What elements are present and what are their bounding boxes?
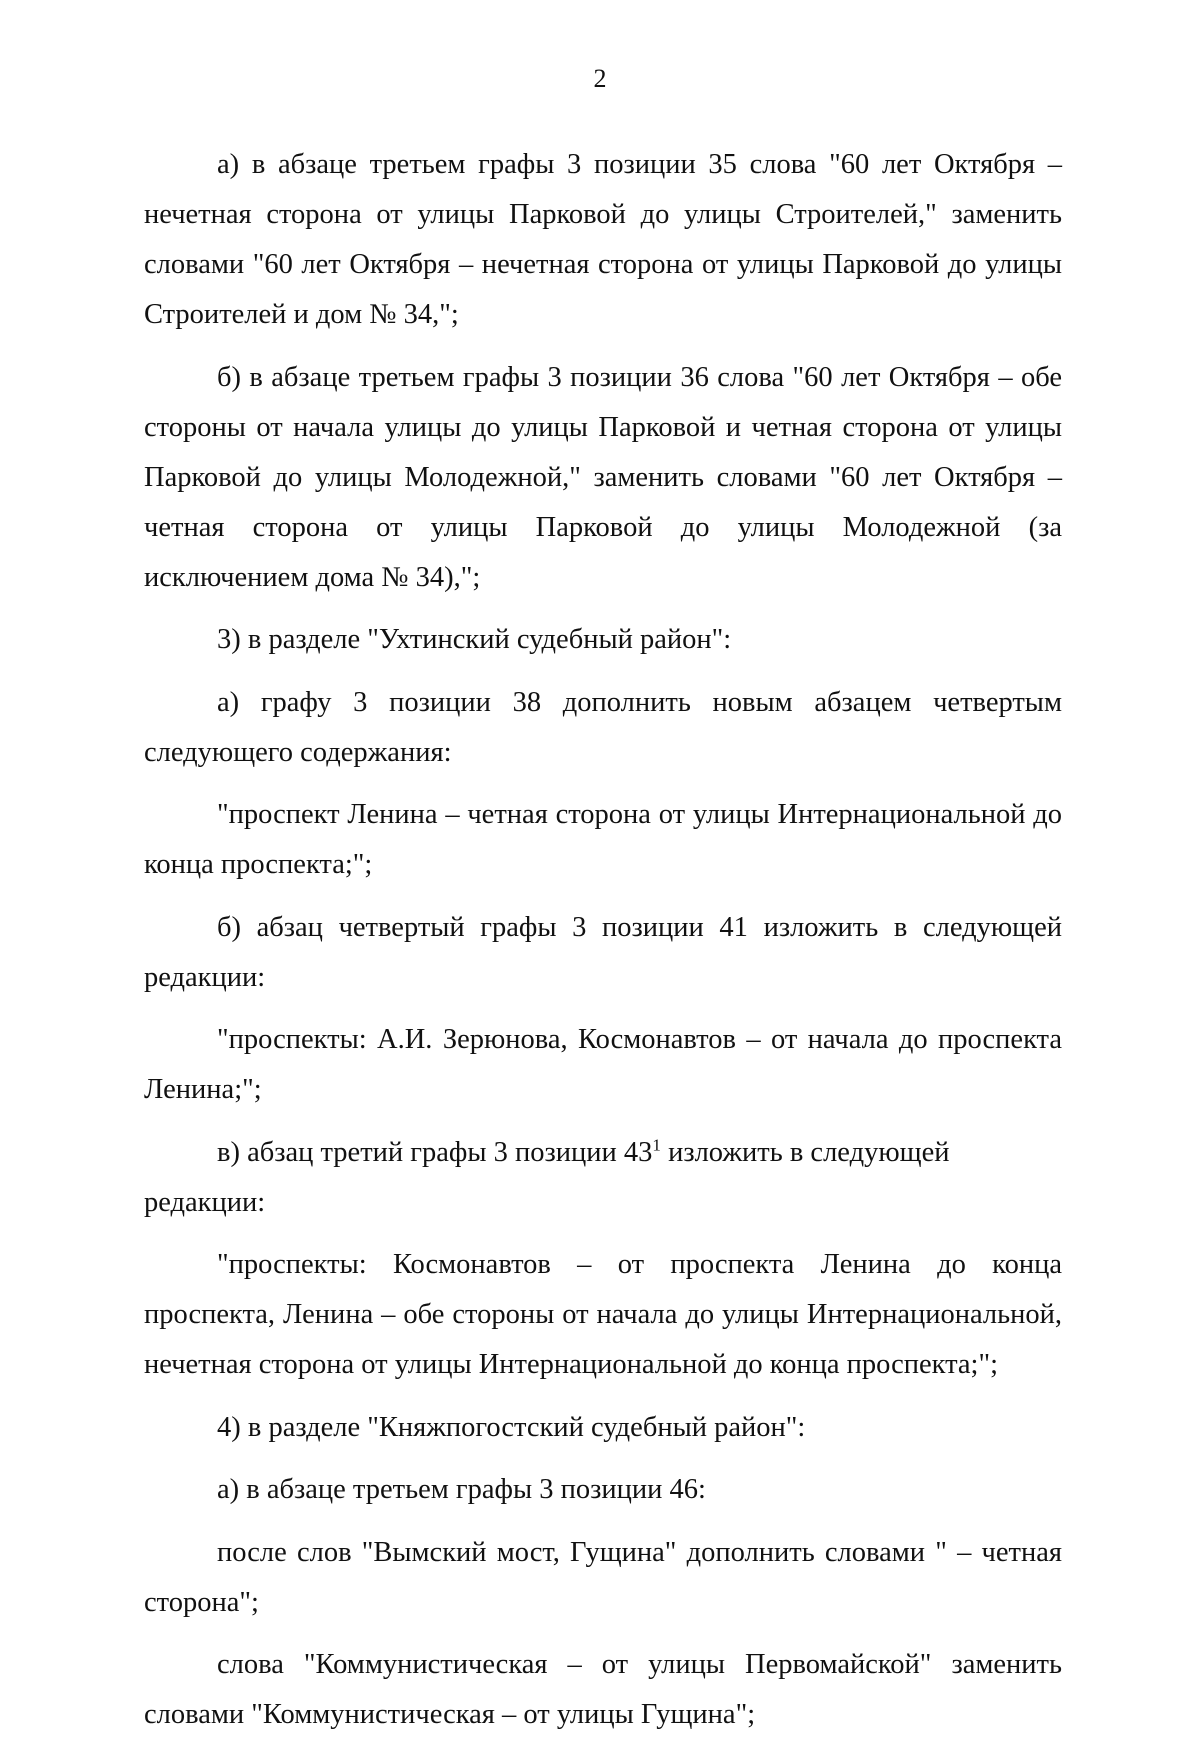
paragraph-ukhta-v bbox=[144, 1128, 1062, 1228]
section-heading-ukhta: 3) в разделе "Ухтинский судебный район": bbox=[217, 624, 732, 655]
paragraph-after-words-vymsky: после слов "Вымский мост, Гущина" дополнить словами " – четная сторона"; bbox=[144, 1536, 1062, 1618]
section-heading-knyazhpogost: 4) в разделе "Княжпогостский судебный район": bbox=[217, 1411, 806, 1443]
quote-lenin-prospect: "проспект Ленина – четная сторона от улицы Интернациональной до конца проспекта;"; bbox=[144, 799, 1062, 880]
paragraph-ukhta-v-text-end: изложить в следующей редакции: bbox=[144, 1136, 950, 1218]
paragraph-words-kommunisticheskaya: слова "Коммунистическая – от улицы Первомайской" заменить словами "Коммунистическая – от улицы Гущина"; bbox=[144, 1649, 1062, 1730]
page-number: 2 bbox=[593, 64, 607, 93]
paragraph-ukhta-a: а) графу 3 позиции 38 дополнить новым абзацем четвертым следующего содержания: bbox=[144, 686, 1062, 768]
superscript-index: 1 bbox=[652, 1135, 661, 1154]
paragraph-ukhta-v-text: в) абзац третий графы 3 позиции 43 bbox=[217, 1136, 653, 1168]
document-body bbox=[144, 140, 1062, 1753]
quote-prospects-kosmonavtov: "проспекты: Космонавтов – от проспекта Ленина до конца проспекта, Ленина – обе стороны от начала до улицы Интернациональной, нечетная сторона от улицы Интернациональной до конца проспекта;"; bbox=[144, 1249, 1062, 1380]
paragraph-3a-item-35: а) в абзаце третьем графы 3 позиции 35 слова "60 лет Октября – нечетная сторона от улицы Парковой до улицы Строителей," заменить словами "60 лет Октября – нечетная сторона от улицы Парковой до улицы Строителей и дом № 34,"; bbox=[144, 149, 1062, 330]
paragraph-knyazhpogost-a: а) в абзаце третьем графы 3 позиции 46: bbox=[217, 1474, 706, 1505]
quote-prospects-zeryunova: "проспекты: А.И. Зерюнова, Космонавтов – от начала до проспекта Ленина;"; bbox=[144, 1024, 1062, 1105]
paragraph-3b-item-36: б) в абзаце третьем графы 3 позиции 36 слова "60 лет Октября – обе стороны от начала улицы до улицы Парковой и четная сторона от улицы Парковой до улицы Молодежной," заменить словами "60 лет Октября – четная сторона от улицы Парковой до улицы Молодежной (за исключением дома № 34),"; bbox=[144, 361, 1062, 593]
paragraph-ukhta-b: б) абзац четвертый графы 3 позиции 41 изложить в следующей редакции: bbox=[144, 911, 1062, 993]
